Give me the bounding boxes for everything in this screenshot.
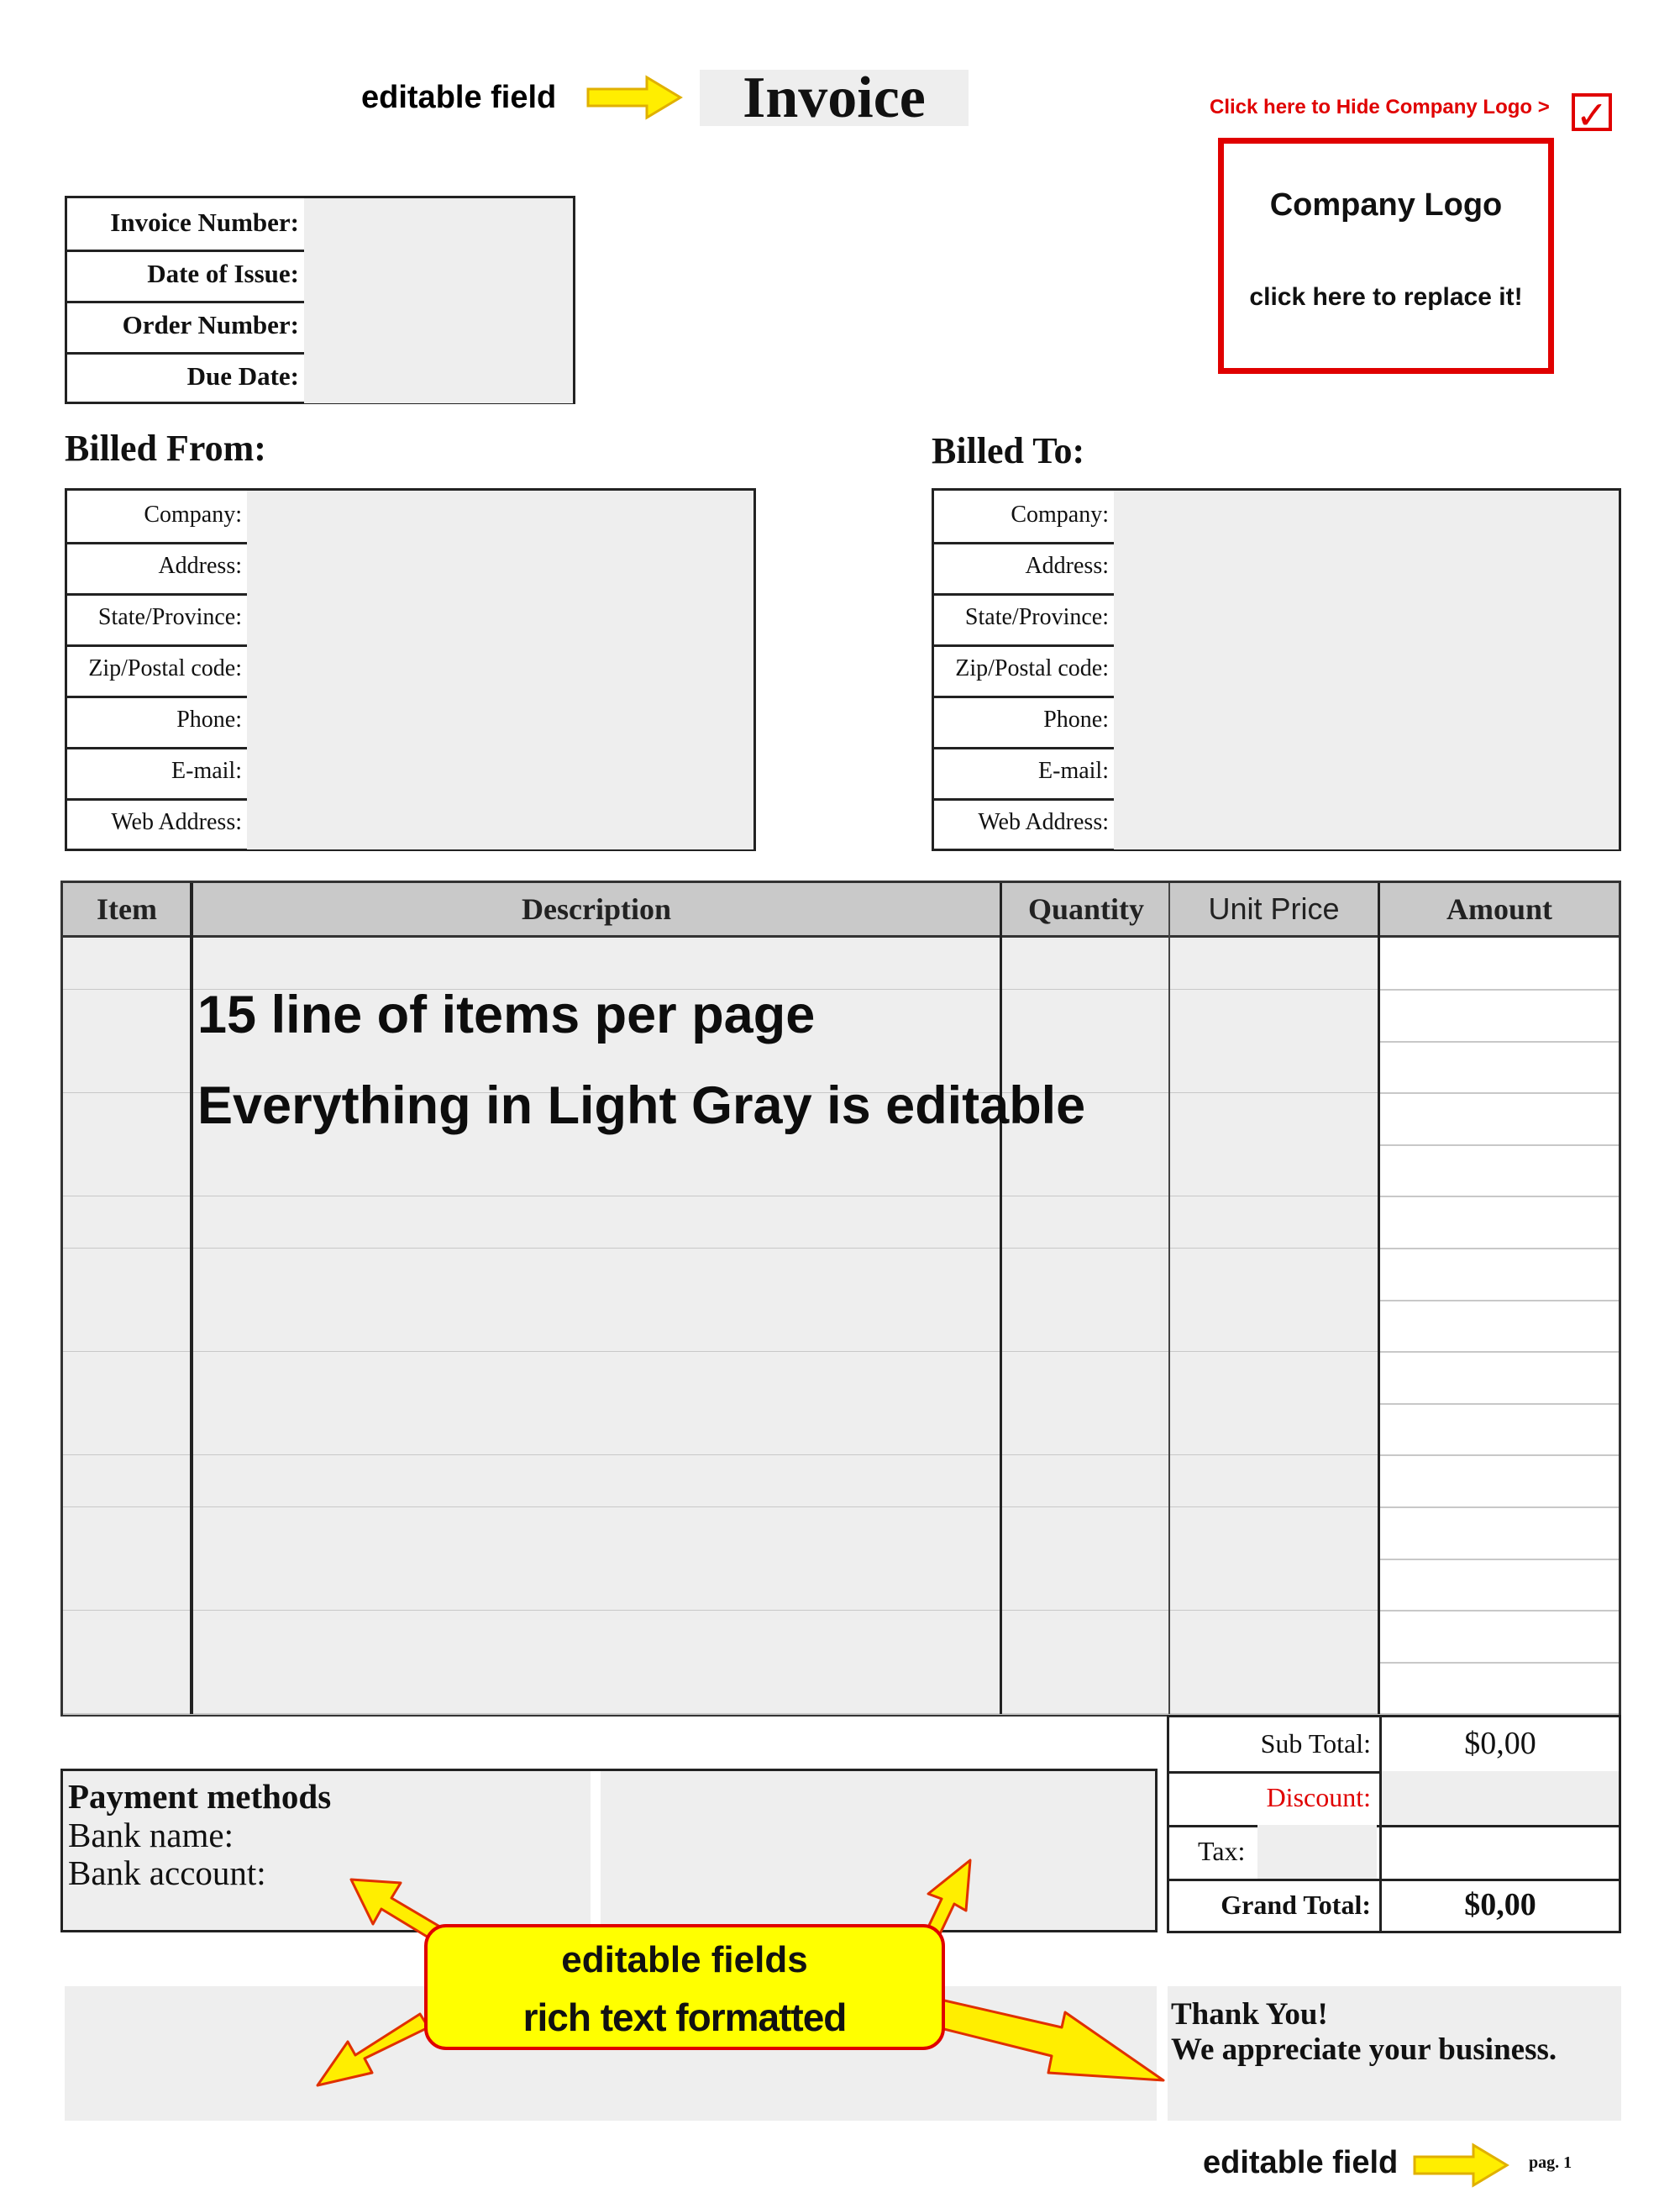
item-cell[interactable] — [63, 1403, 190, 1454]
field-label: Phone: — [176, 707, 242, 733]
payment-title: Payment methods — [68, 1777, 332, 1816]
item-cell[interactable] — [63, 1249, 190, 1300]
invoice-title: Invoice — [743, 66, 926, 130]
quantity-cell[interactable] — [1002, 1403, 1168, 1454]
field-label: Company: — [1011, 502, 1109, 528]
billed-from-company-field[interactable] — [247, 491, 753, 542]
quantity-cell[interactable] — [1002, 1455, 1168, 1506]
discount-label: Discount: — [1266, 1782, 1371, 1812]
item-cell[interactable] — [63, 1196, 190, 1248]
info-label: Due Date: — [186, 361, 299, 391]
totals-row-grand-total — [1169, 1879, 1619, 1932]
billed-from-email-field[interactable] — [247, 747, 753, 798]
billed-from-state-field[interactable] — [247, 593, 753, 644]
item-cell[interactable] — [63, 990, 190, 1041]
callout-line-2: rich text formatted — [522, 1995, 847, 2039]
billed-from-row — [67, 542, 753, 596]
billed-to-email-field[interactable] — [1114, 747, 1619, 798]
description-cell[interactable] — [193, 1559, 1000, 1610]
item-cell[interactable] — [63, 1662, 190, 1713]
items-note-line-count: 15 line of items per page — [197, 986, 816, 1044]
appreciation-text: We appreciate your business. — [1171, 2032, 1557, 2067]
column-divider — [1378, 883, 1380, 1714]
description-cell[interactable] — [193, 1300, 1000, 1351]
editable-fields-callout — [424, 1924, 945, 2050]
description-cell[interactable] — [193, 1662, 1000, 1713]
thank-you-text: Thank You! — [1171, 1997, 1328, 2032]
billed-to-heading: Billed To: — [932, 430, 1085, 471]
field-label: E-mail: — [1038, 758, 1109, 784]
description-cell[interactable] — [193, 1144, 1000, 1196]
billed-from-heading: Billed From: — [65, 428, 266, 469]
description-cell[interactable] — [193, 1352, 1000, 1403]
payment-methods-field[interactable] — [63, 1771, 591, 1930]
description-cell[interactable] — [193, 1249, 1000, 1300]
quantity-cell[interactable] — [1002, 1300, 1168, 1351]
totals-table — [1167, 1715, 1621, 1933]
amount-cell — [1380, 1559, 1619, 1610]
unit-price-cell[interactable] — [1170, 1507, 1378, 1559]
item-row — [63, 1662, 1619, 1715]
item-cell[interactable] — [63, 1611, 190, 1662]
unit-price-cell[interactable] — [1170, 1455, 1378, 1506]
description-cell[interactable] — [193, 1403, 1000, 1454]
amount-cell — [1380, 1196, 1619, 1248]
amount-cell — [1380, 1662, 1619, 1713]
billed-to-phone-field[interactable] — [1114, 696, 1619, 747]
grand-total-value: $0,00 — [1379, 1879, 1619, 1932]
item-row — [63, 938, 1619, 991]
billed-from-web-field[interactable] — [247, 798, 753, 849]
billed-from-address-field[interactable] — [247, 542, 753, 593]
callout-line-1: editable fields — [561, 1939, 808, 1980]
logo-title: Company Logo — [1269, 187, 1503, 223]
info-row-invoice-number — [67, 198, 573, 252]
grand-total-label: Grand Total: — [1221, 1890, 1371, 1920]
billed-to-table — [932, 488, 1621, 851]
hide-logo-checkbox[interactable] — [1572, 93, 1612, 137]
description-cell[interactable] — [193, 1611, 1000, 1662]
billed-to-row — [934, 491, 1619, 544]
amount-cell — [1380, 1507, 1619, 1559]
item-row — [63, 1144, 1619, 1197]
billed-to-row — [934, 696, 1619, 749]
column-header-item: Item — [97, 892, 157, 926]
billed-to-address-field[interactable] — [1114, 542, 1619, 593]
amount-cell — [1380, 1455, 1619, 1506]
item-cell[interactable] — [63, 1093, 190, 1144]
due-date-field[interactable] — [304, 352, 573, 403]
billed-to-row — [934, 593, 1619, 647]
item-cell[interactable] — [63, 1041, 190, 1092]
quantity-cell[interactable] — [1002, 1144, 1168, 1196]
unit-price-cell[interactable] — [1170, 990, 1378, 1041]
subtotal-label: Sub Total: — [1260, 1728, 1371, 1759]
info-row-date-of-issue — [67, 250, 573, 303]
billed-from-row — [67, 593, 753, 647]
quantity-cell[interactable] — [1002, 1662, 1168, 1713]
date-of-issue-field[interactable] — [304, 250, 573, 301]
field-label: Web Address: — [111, 809, 242, 835]
subtotal-value: $0,00 — [1379, 1717, 1619, 1771]
billed-from-row — [67, 747, 753, 801]
description-cell[interactable] — [193, 1507, 1000, 1559]
field-label: State/Province: — [964, 604, 1109, 630]
bank-account-label: Bank account: — [68, 1853, 266, 1892]
column-divider — [1168, 883, 1170, 1714]
tax-label: Tax: — [1198, 1836, 1246, 1866]
invoice-info-table — [65, 196, 575, 404]
unit-price-cell[interactable] — [1170, 1144, 1378, 1196]
quantity-cell[interactable] — [1002, 1352, 1168, 1403]
unit-price-cell[interactable] — [1170, 1611, 1378, 1662]
item-cell[interactable] — [63, 1507, 190, 1559]
unit-price-cell[interactable] — [1170, 1300, 1378, 1351]
amount-cell — [1380, 990, 1619, 1041]
field-label: Address: — [158, 553, 242, 579]
amount-cell — [1380, 1403, 1619, 1454]
item-cell[interactable] — [63, 1300, 190, 1351]
item-cell[interactable] — [63, 1455, 190, 1506]
billed-to-row — [934, 644, 1619, 698]
column-header-quantity: Quantity — [1027, 892, 1145, 926]
checkmark-icon: ✓ — [1575, 93, 1609, 137]
billed-to-row — [934, 747, 1619, 801]
item-cell[interactable] — [63, 1144, 190, 1196]
unit-price-cell[interactable] — [1170, 1196, 1378, 1248]
item-row — [63, 1611, 1619, 1664]
column-divider — [190, 883, 193, 1714]
info-row-due-date — [67, 352, 573, 403]
invoice-title-field[interactable] — [700, 66, 969, 130]
column-divider — [1000, 883, 1002, 1714]
unit-price-cell[interactable] — [1170, 1352, 1378, 1403]
amount-cell — [1380, 1144, 1619, 1196]
item-row — [63, 1403, 1619, 1456]
totals-row-discount — [1169, 1771, 1619, 1827]
items-note-editable: Everything in Light Gray is editable — [197, 1076, 1086, 1135]
totals-row-tax — [1169, 1825, 1619, 1881]
amount-cell — [1380, 1300, 1619, 1351]
arrow-right-icon — [1413, 2143, 1509, 2189]
discount-field[interactable] — [1379, 1771, 1619, 1825]
billed-to-zip-field[interactable] — [1114, 644, 1619, 696]
description-cell[interactable] — [193, 938, 1000, 989]
item-cell[interactable] — [63, 1559, 190, 1610]
tax-value — [1379, 1825, 1619, 1879]
hide-logo-label: Click here to Hide Company Logo > — [1210, 96, 1550, 118]
billed-from-phone-field[interactable] — [247, 696, 753, 747]
items-body — [63, 938, 1619, 1714]
billed-to-row — [934, 798, 1619, 849]
tax-rate-field[interactable] — [1257, 1825, 1377, 1879]
items-header — [63, 883, 1619, 938]
quantity-cell[interactable] — [1002, 1507, 1168, 1559]
field-label: Address: — [1025, 553, 1109, 579]
field-label: Zip/Postal code: — [955, 655, 1109, 681]
item-cell[interactable] — [63, 1352, 190, 1403]
amount-cell — [1380, 938, 1619, 989]
payment-details-field[interactable] — [601, 1771, 1155, 1930]
editable-field-hint-bottom: editable field — [1203, 2145, 1399, 2180]
billed-from-row — [67, 696, 753, 749]
quantity-cell[interactable] — [1002, 1611, 1168, 1662]
field-label: E-mail: — [171, 758, 242, 784]
amount-cell — [1380, 1249, 1619, 1300]
billed-to-web-field[interactable] — [1114, 798, 1619, 849]
order-number-field[interactable] — [304, 301, 573, 352]
amount-cell — [1380, 1352, 1619, 1403]
billed-to-state-field[interactable] — [1114, 593, 1619, 644]
field-label: State/Province: — [97, 604, 242, 630]
unit-price-cell[interactable] — [1170, 1249, 1378, 1300]
info-row-order-number — [67, 301, 573, 355]
field-label: Web Address: — [978, 809, 1109, 835]
item-row — [63, 1507, 1619, 1560]
amount-cell — [1380, 1611, 1619, 1662]
info-label: Date of Issue: — [147, 259, 299, 288]
quantity-cell[interactable] — [1002, 938, 1168, 989]
description-cell[interactable] — [193, 1455, 1000, 1506]
quantity-cell[interactable] — [1002, 990, 1168, 1041]
totals-row-subtotal — [1169, 1717, 1619, 1774]
item-row — [63, 1300, 1619, 1353]
info-label: Invoice Number: — [110, 208, 299, 237]
unit-price-cell[interactable] — [1170, 938, 1378, 989]
column-header-unit-price: Unit Price — [1208, 891, 1340, 926]
invoice-number-field[interactable] — [304, 198, 573, 250]
quantity-cell[interactable] — [1002, 1249, 1168, 1300]
editable-field-hint: editable field — [361, 80, 557, 115]
page-number[interactable]: pag. 1 — [1529, 2153, 1572, 2172]
logo-subtitle: click here to replace it! — [1249, 283, 1523, 311]
unit-price-cell[interactable] — [1170, 1041, 1378, 1092]
item-row — [63, 1249, 1619, 1301]
info-label: Order Number: — [122, 310, 299, 339]
thank-you-field[interactable] — [1168, 1986, 1621, 2121]
quantity-cell[interactable] — [1002, 1559, 1168, 1610]
column-header-amount: Amount — [1446, 892, 1553, 926]
billed-from-row — [67, 491, 753, 544]
billed-to-row — [934, 542, 1619, 596]
description-cell[interactable] — [193, 1196, 1000, 1248]
unit-price-cell[interactable] — [1170, 1559, 1378, 1610]
bank-name-label: Bank name: — [68, 1816, 234, 1854]
item-cell[interactable] — [63, 938, 190, 989]
item-row — [63, 1196, 1619, 1249]
amount-cell — [1380, 1041, 1619, 1092]
unit-price-cell[interactable] — [1170, 1662, 1378, 1713]
payment-methods-box — [60, 1769, 1158, 1932]
company-logo-placeholder[interactable] — [1218, 138, 1554, 374]
billed-from-table — [65, 488, 756, 851]
billed-to-company-field[interactable] — [1114, 491, 1619, 542]
field-label: Phone: — [1043, 707, 1109, 733]
field-label: Zip/Postal code: — [88, 655, 242, 681]
field-label: Company: — [144, 502, 242, 528]
arrow-right-icon — [586, 75, 683, 121]
billed-from-zip-field[interactable] — [247, 644, 753, 696]
item-row — [63, 1455, 1619, 1508]
billed-from-row — [67, 644, 753, 698]
amount-cell — [1380, 1093, 1619, 1144]
billed-from-row — [67, 798, 753, 849]
unit-price-cell[interactable] — [1170, 1403, 1378, 1454]
item-row — [63, 1559, 1619, 1612]
quantity-cell[interactable] — [1002, 1196, 1168, 1248]
column-header-description: Description — [522, 892, 671, 926]
unit-price-cell[interactable] — [1170, 1093, 1378, 1144]
item-row — [63, 1352, 1619, 1405]
